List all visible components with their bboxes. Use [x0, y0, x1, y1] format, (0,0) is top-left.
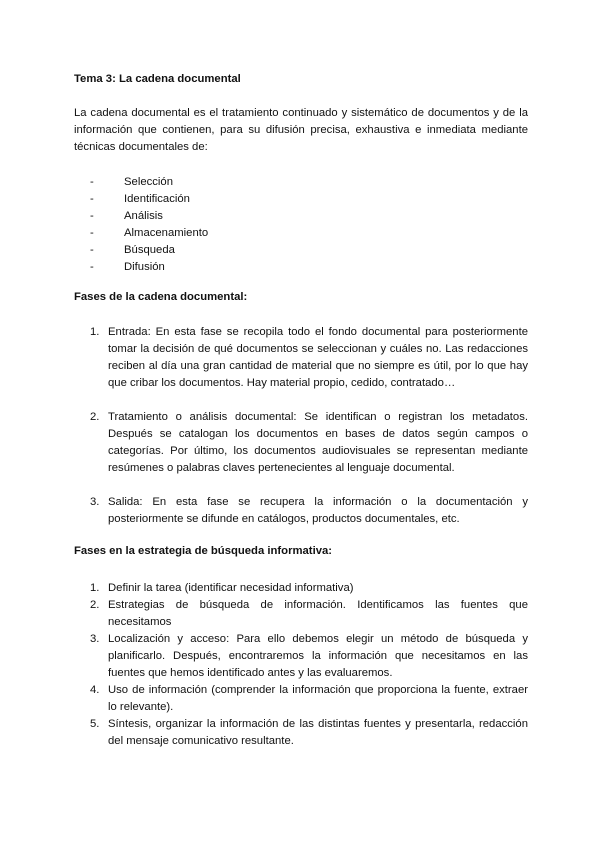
strategy-list [74, 580, 528, 750]
list-item: 2. Tratamiento o análisis documental: Se identifican o registran los metadatos. Después se catalogan los documentos en bases de datos según campos o categorías. Por último, los documentos audiovisuales se representan mediante resúmenes o palabras claves pertenecientes al lenguaje documental. [90, 411, 528, 474]
list-item: 5. Síntesis, organizar la información de las distintas fuentes y presentarla, redacción del mensaje comunicativo resultante. [90, 718, 528, 747]
intro-paragraph: La cadena documental es el tratamiento continuado y sistemático de documentos y de la información que contienen, para su difusión precisa, exhaustiva e inmediata mediante técnicas documentales de: [74, 107, 528, 153]
list-item: 2. Estrategias de búsqueda de información. Identificamos las fuentes que necesitamos [90, 599, 528, 628]
list-item: - Almacenamiento [90, 227, 209, 239]
list-item: 4. Uso de información (comprender la información que proporciona la fuente, extraer lo relevante). [90, 684, 528, 713]
strategy-heading: Fases en la estrategia de búsqueda informativa: [74, 545, 333, 557]
document-title: Tema 3: La cadena documental [74, 73, 241, 85]
techniques-list [74, 174, 528, 276]
list-item: 1. Definir la tarea (identificar necesidad informativa) [90, 582, 354, 594]
list-item: 3. Salida: En esta fase se recupera la información o la documentación y posteriormente se difunde en catálogos, productos documentales, etc. [90, 496, 528, 525]
list-item: 1. Entrada: En esta fase se recopila todo el fondo documental para posteriormente tomar la decisión de qué documentos se seleccionan y cuáles no. Las redacciones reciben al día una gran cantidad de material que no siempre es útil, por lo que hay que cribar los documentos. Hay material propio, cedido, contratado… [90, 326, 528, 389]
list-item: - Búsqueda [90, 244, 175, 256]
list-item: - Análisis [90, 210, 163, 222]
list-item: - Selección [90, 176, 173, 188]
list-item: 3. Localización y acceso: Para ello debemos elegir un método de búsqueda y planificarlo. Después, encontraremos la información que necesitamos en las fuentes que hemos identificado antes y las evaluaremos. [90, 633, 528, 679]
list-item: - Identificación [90, 193, 190, 205]
phases-heading: Fases de la cadena documental: [74, 291, 248, 303]
list-item: - Difusión [90, 261, 165, 273]
phases-list [74, 324, 528, 545]
